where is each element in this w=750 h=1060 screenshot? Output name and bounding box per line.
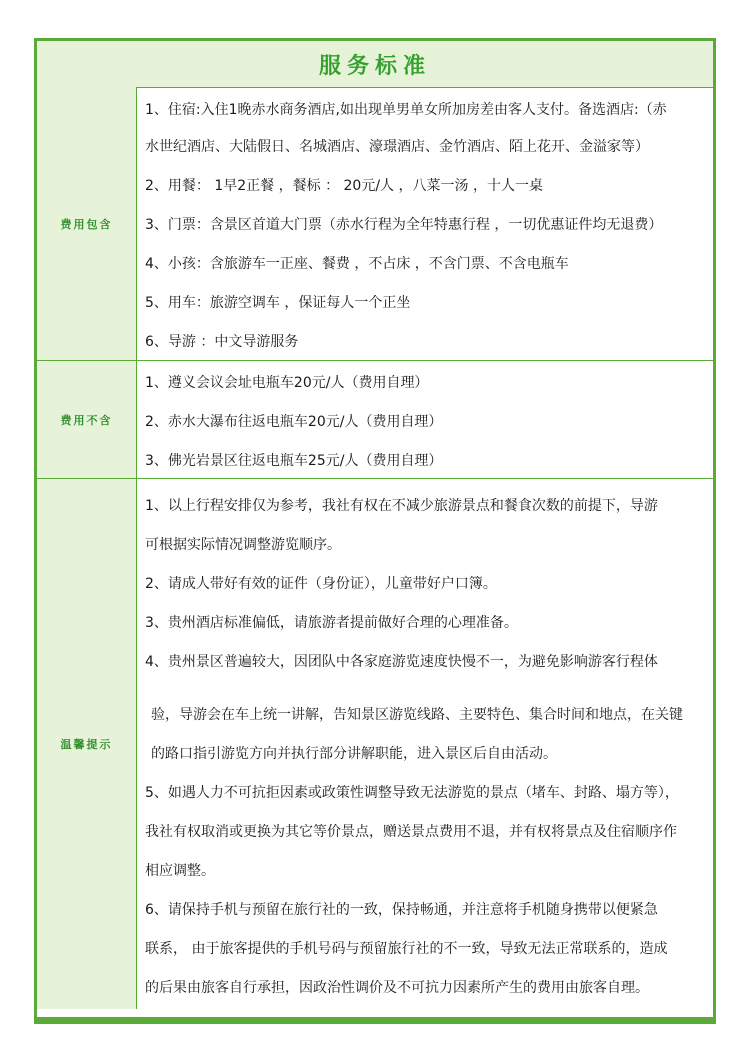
section-label: 温馨提示 [60, 738, 113, 751]
text-line: 我社有权取消或更换为其它等价景点，赠送景点费用不退，并有权将景点及住宿顺序作 [145, 824, 677, 840]
text-line: 1、遵义会议会址电瓶车20元/人（费用自理） [145, 375, 429, 391]
text-line: 3、贵州酒店标准偏低，请旅游者提前做好合理的心理准备。 [145, 615, 518, 631]
section-excluded [37, 361, 713, 479]
text-line: 2、用餐： 1早2正餐 ，餐标 ： 20元/人 ，八菜一汤 ，十人一桌 [145, 178, 543, 194]
text-line: 水世纪酒店、大陆假日、名城酒店、濠璟酒店、金竹酒店、陌上花开、金溢家等） [145, 139, 649, 155]
text-line: 相应调整。 [145, 863, 215, 879]
section-label-cell [37, 479, 137, 1009]
text-line: 3、门票：含景区首道大门票（赤水行程为全年特惠行程 ，一切优惠证件均无退费） [145, 217, 663, 233]
bottom-border [37, 1017, 713, 1021]
text-line: 5、用车：旅游空调车 ，保证每人一个正坐 [145, 295, 411, 311]
text-line: 可根据实际情况调整游览顺序。 [145, 537, 341, 553]
page-title: 服务标准 [318, 52, 431, 79]
text-line: 6、请保持手机与预留在旅行社的一致，保持畅通，并注意将手机随身携带以便紧急 [145, 902, 658, 918]
text-line: 1、以上行程安排仅为参考，我社有权在不减少旅游景点和餐食次数的前提下，导游 [145, 498, 658, 514]
text-line: 联系， 由于旅客提供的手机号码与预留旅行社的不一致，导致无法正常联系的，造成 [145, 941, 668, 957]
text-line: 3、佛光岩景区往返电瓶车25元/人（费用自理） [145, 453, 443, 469]
title-row [37, 41, 713, 88]
section-label: 费用不含 [60, 413, 113, 427]
text-line: 6、导游 ：中文导游服务 [145, 334, 299, 350]
section-included [37, 87, 713, 361]
section-label: 费用包含 [60, 217, 113, 231]
service-standard-table [34, 38, 716, 1024]
section-tips [37, 479, 713, 1009]
text-line: 4、贵州景区普遍较大，因团队中各家庭游览速度快慢不一，为避免影响游客行程体 [145, 654, 658, 670]
section-label-cell [37, 361, 137, 478]
text-line: 1、住宿:入住1晚赤水商务酒店,如出现单男单女所加房差由客人支付。备选酒店:（赤 [145, 102, 667, 118]
section-label-cell [37, 87, 137, 360]
text-line: 2、赤水大瀑布往返电瓶车20元/人（费用自理） [145, 414, 443, 430]
text-line: 的后果由旅客自行承担，因政治性调价及不可抗力因素所产生的费用由旅客自理。 [145, 980, 649, 996]
text-line: 验，导游会在车上统一讲解，告知景区游览线路、主要特色、集合时间和地点，在关键 [151, 707, 683, 723]
text-line: 2、请成人带好有效的证件（身份证），儿童带好户口簿。 [145, 576, 497, 592]
text-line: 4、小孩：含旅游车一正座、餐费 ，不占床 ，不含门票、不含电瓶车 [145, 256, 569, 272]
text-line: 的路口指引游览方向并执行部分讲解职能，进入景区后自由活动。 [151, 746, 557, 762]
text-line: 5、如遇人力不可抗拒因素或政策性调整导致无法游览的景点（堵车、封路、塌方等）， [145, 785, 679, 801]
